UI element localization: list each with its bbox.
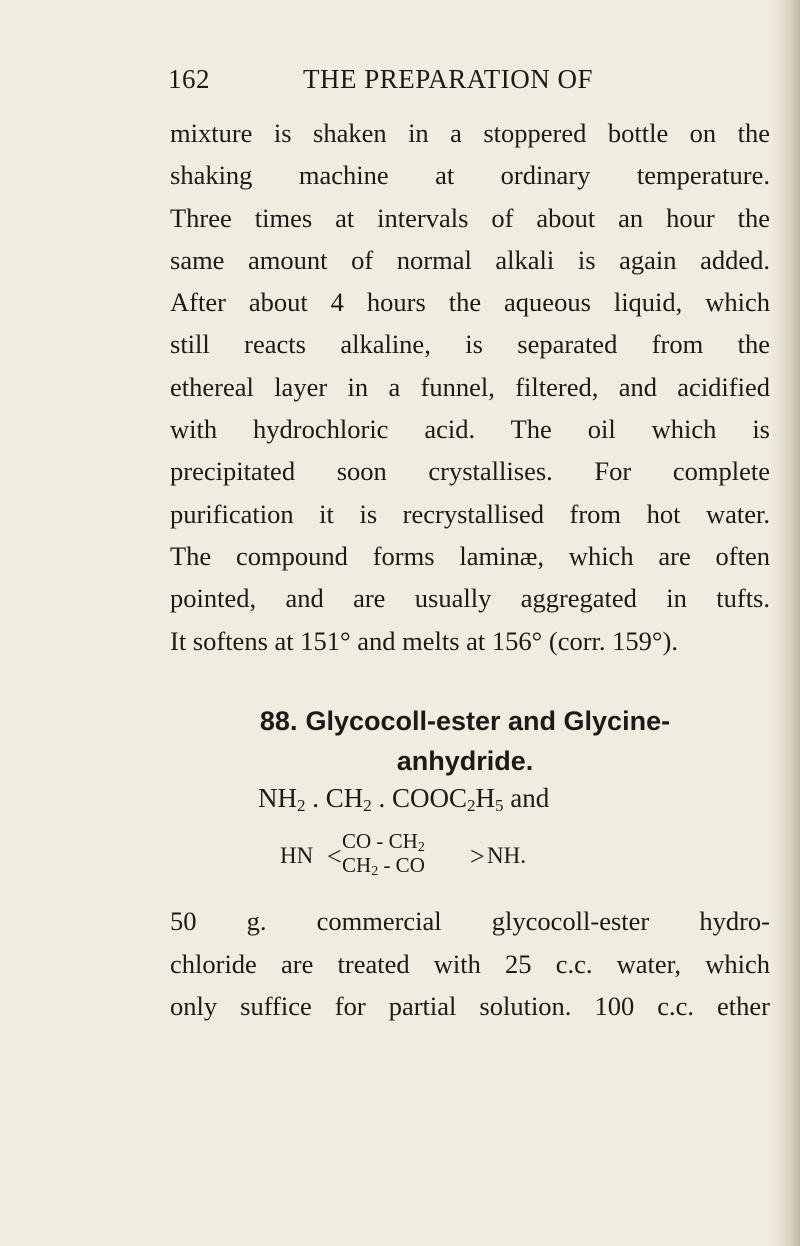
text-line: shaking machine at ordinary temperature.	[170, 160, 770, 191]
formula-subscript: 2	[371, 864, 379, 879]
section-title-line-1: Glycocoll-ester and Glycine-	[305, 706, 671, 736]
formula-text: HN	[280, 843, 314, 868]
ring-bottom-row	[342, 853, 425, 880]
text-line: After about 4 hours the aqueous liquid, which	[170, 287, 770, 318]
ring-top-row	[342, 829, 425, 856]
formula-bracket: >	[470, 842, 485, 871]
text-line: chloride are treated with 25 c.c. water, which	[170, 948, 770, 979]
formula-text: CH	[342, 853, 372, 877]
formula-text: and	[503, 783, 550, 813]
formula-subscript: 2	[297, 796, 306, 815]
paragraph-1	[170, 112, 770, 662]
text-line: still reacts alkaline, is separated from the	[170, 329, 770, 360]
text-line: It softens at 151° and melts at 156° (corr. 159°).	[170, 625, 678, 656]
text-line: mixture is shaken in a stoppered bottle on the	[170, 118, 770, 148]
formula-text: . CH	[305, 783, 364, 813]
text-line: same amount of normal alkali is again added.	[170, 244, 770, 275]
formula-subscript: 5	[495, 796, 504, 815]
text-line: The compound forms laminæ, which are often	[170, 540, 770, 571]
formula-bracket: <	[327, 842, 342, 871]
glycocoll-ester-formula	[258, 783, 549, 816]
section-number: 88.	[259, 706, 298, 736]
formula-text: NH	[258, 783, 297, 813]
formula-text: NH.	[487, 843, 526, 868]
running-title: THE PREPARATION OF	[303, 64, 594, 94]
text-line: only suffice for partial solution. 100 c.c. ether	[170, 991, 770, 1021]
text-line: with hydrochloric acid. The oil which is	[170, 414, 770, 445]
paragraph-2	[170, 900, 770, 1028]
text-line: purification it is recrystallised from hot water.	[170, 498, 770, 529]
formula-text: CO - CH	[342, 829, 418, 853]
text-line: pointed, and are usually aggregated in tufts.	[170, 583, 770, 614]
formula-subscript: 2	[363, 796, 372, 815]
formula-text: H	[475, 783, 496, 813]
formula-subscript: 2	[417, 840, 425, 855]
text-line: ethereal layer in a funnel, filtered, and acidified	[170, 371, 770, 402]
text-line: Three times at intervals of about an hour the	[170, 202, 770, 233]
page-number: 162	[168, 64, 210, 94]
text-line: precipitated soon crystallises. For complete	[170, 456, 770, 487]
text-line: 50 g. commercial glycocoll-ester hydro-	[170, 906, 770, 936]
formula-subscript: 2	[467, 796, 476, 815]
section-heading	[170, 701, 760, 781]
section-title-line-2: anhydride.	[396, 746, 534, 776]
glycine-anhydride-formula	[280, 830, 660, 880]
formula-text: . COOC	[371, 783, 468, 813]
formula-text: - CO	[378, 853, 425, 877]
